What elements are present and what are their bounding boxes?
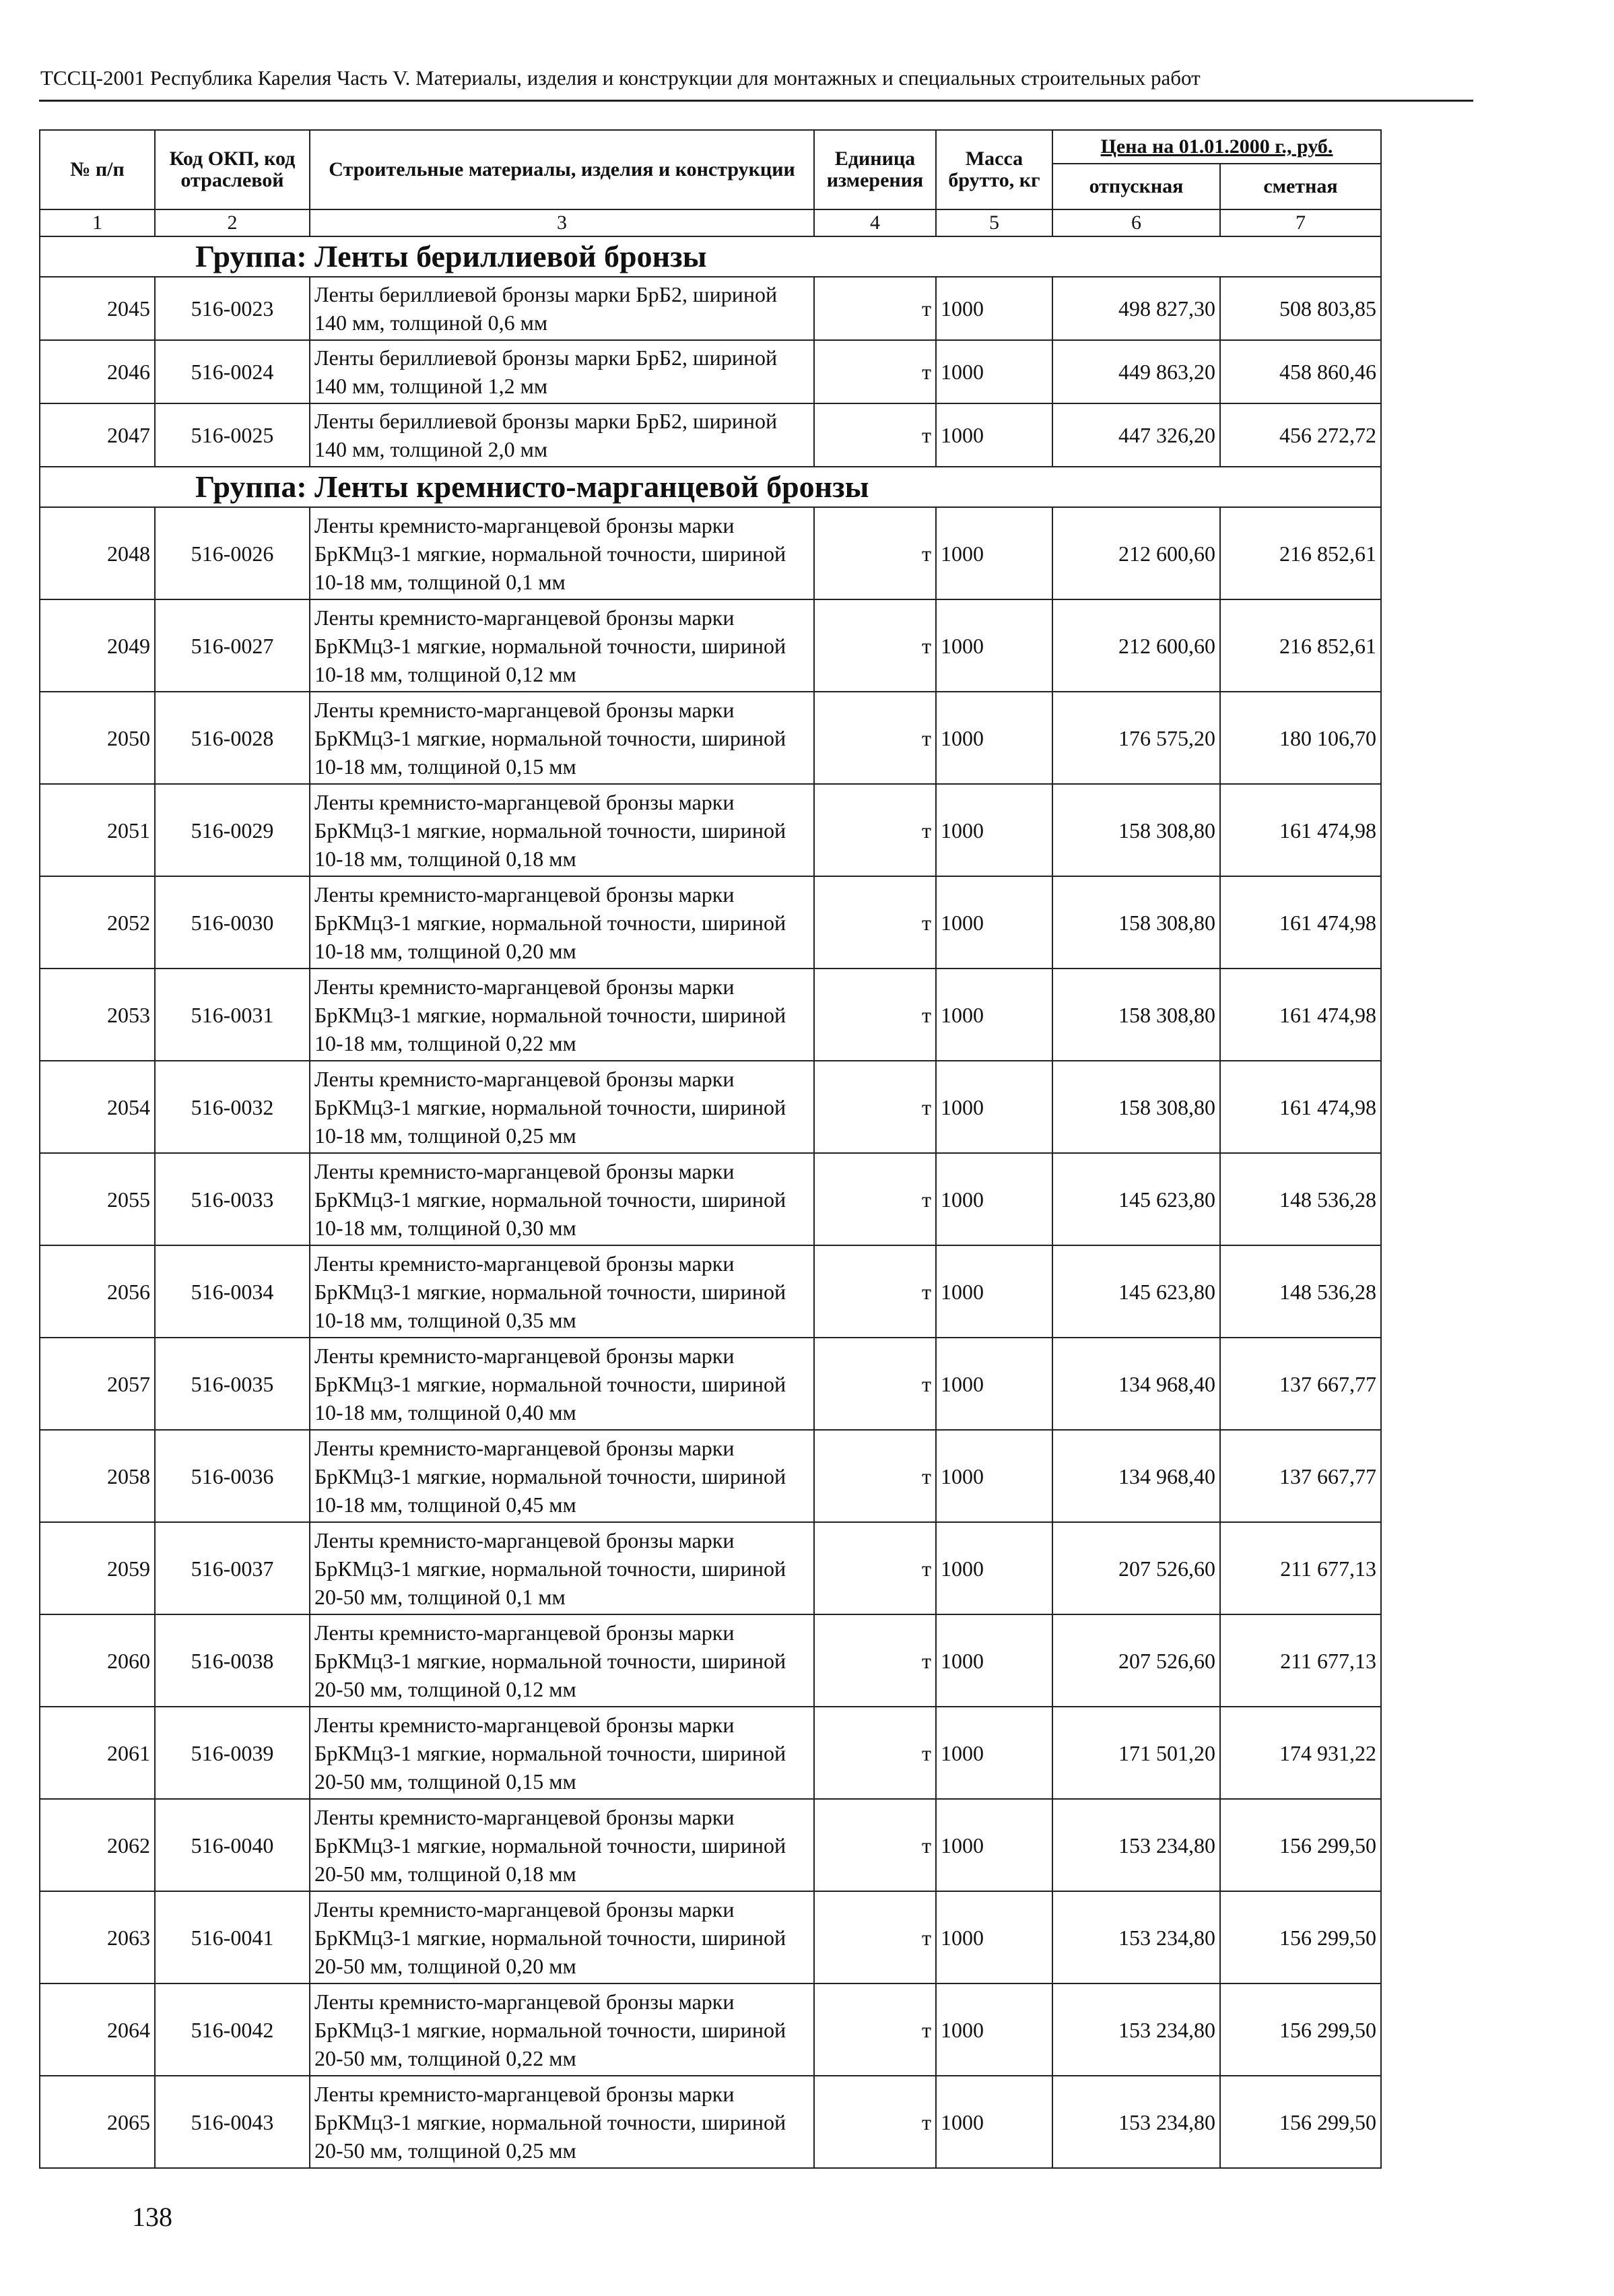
item-price-estimate: 137 667,77 <box>1220 1430 1381 1522</box>
item-mass: 1000 <box>936 1707 1052 1799</box>
item-unit: т <box>814 1245 936 1338</box>
item-price-estimate: 161 474,98 <box>1220 969 1381 1061</box>
item-unit: т <box>814 277 936 340</box>
item-number: 2052 <box>40 876 155 969</box>
item-name: Ленты кремнисто-марганцевой бронзы марки БрКМц3-1 мягкие, нормальной точности, шириной 10-18 мм, толщиной 0,45 мм <box>310 1430 814 1522</box>
table-row <box>40 1430 1381 1522</box>
column-number: 5 <box>936 209 1052 236</box>
table-row <box>40 1153 1381 1245</box>
item-price-release: 207 526,60 <box>1052 1614 1220 1707</box>
item-number: 2050 <box>40 692 155 784</box>
item-mass: 1000 <box>936 1891 1052 1983</box>
item-number: 2057 <box>40 1338 155 1430</box>
table-row <box>40 692 1381 784</box>
item-name: Ленты кремнисто-марганцевой бронзы марки БрКМц3-1 мягкие, нормальной точности, шириной 10-18 мм, толщиной 0,40 мм <box>310 1338 814 1430</box>
item-number: 2045 <box>40 277 155 340</box>
item-price-release: 158 308,80 <box>1052 969 1220 1061</box>
col-header-name: Строительные материалы, изделия и конструкции <box>310 130 814 209</box>
item-mass: 1000 <box>936 784 1052 876</box>
item-mass: 1000 <box>936 1153 1052 1245</box>
item-number: 2062 <box>40 1799 155 1891</box>
item-number: 2055 <box>40 1153 155 1245</box>
header-rule <box>39 100 1473 102</box>
item-price-release: 153 234,80 <box>1052 1983 1220 2076</box>
item-unit: т <box>814 876 936 969</box>
item-mass: 1000 <box>936 1430 1052 1522</box>
item-unit: т <box>814 1338 936 1430</box>
price-table <box>39 129 1382 2169</box>
item-name: Ленты кремнисто-марганцевой бронзы марки БрКМц3-1 мягкие, нормальной точности, шириной 20-50 мм, толщиной 0,15 мм <box>310 1707 814 1799</box>
item-unit: т <box>814 1522 936 1614</box>
item-unit: т <box>814 1153 936 1245</box>
table-row <box>40 1614 1381 1707</box>
item-price-release: 176 575,20 <box>1052 692 1220 784</box>
item-name: Ленты кремнисто-марганцевой бронзы марки БрКМц3-1 мягкие, нормальной точности, шириной 20-50 мм, толщиной 0,18 мм <box>310 1799 814 1891</box>
item-code: 516-0031 <box>155 969 310 1061</box>
page-number: 138 <box>132 2202 172 2232</box>
item-mass: 1000 <box>936 1522 1052 1614</box>
item-price-release: 447 326,20 <box>1052 403 1220 467</box>
item-number: 2046 <box>40 340 155 403</box>
item-number: 2047 <box>40 403 155 467</box>
item-mass: 1000 <box>936 340 1052 403</box>
item-mass: 1000 <box>936 692 1052 784</box>
item-code: 516-0024 <box>155 340 310 403</box>
item-mass: 1000 <box>936 1983 1052 2076</box>
item-code: 516-0028 <box>155 692 310 784</box>
table-row <box>40 507 1381 599</box>
item-price-estimate: 180 106,70 <box>1220 692 1381 784</box>
item-name: Ленты кремнисто-марганцевой бронзы марки БрКМц3-1 мягкие, нормальной точности, шириной 20-50 мм, толщиной 0,25 мм <box>310 2076 814 2168</box>
group-header-row <box>40 467 1381 507</box>
item-name: Ленты кремнисто-марганцевой бронзы марки БрКМц3-1 мягкие, нормальной точности, шириной 10-18 мм, толщиной 0,30 мм <box>310 1153 814 1245</box>
col-header-code: Код ОКП, код отраслевой <box>155 130 310 209</box>
item-code: 516-0032 <box>155 1061 310 1153</box>
item-unit: т <box>814 692 936 784</box>
item-price-estimate: 137 667,77 <box>1220 1338 1381 1430</box>
item-code: 516-0039 <box>155 1707 310 1799</box>
item-name: Ленты кремнисто-марганцевой бронзы марки БрКМц3-1 мягкие, нормальной точности, шириной 10-18 мм, толщиной 0,20 мм <box>310 876 814 969</box>
item-mass: 1000 <box>936 1614 1052 1707</box>
running-head: ТССЦ-2001 Республика Карелия Часть V. Материалы, изделия и конструкции для монтажных и специальных строительных работ <box>40 66 1201 90</box>
col-header-unit: Единица измерения <box>814 130 936 209</box>
item-mass: 1000 <box>936 1338 1052 1430</box>
item-mass: 1000 <box>936 1245 1052 1338</box>
item-unit: т <box>814 1891 936 1983</box>
table-row <box>40 1983 1381 2076</box>
column-number: 1 <box>40 209 155 236</box>
item-number: 2060 <box>40 1614 155 1707</box>
item-price-estimate: 456 272,72 <box>1220 403 1381 467</box>
item-code: 516-0037 <box>155 1522 310 1614</box>
item-price-estimate: 216 852,61 <box>1220 599 1381 692</box>
item-name: Ленты кремнисто-марганцевой бронзы марки БрКМц3-1 мягкие, нормальной точности, шириной 10-18 мм, толщиной 0,15 мм <box>310 692 814 784</box>
item-name: Ленты бериллиевой бронзы марки БрБ2, шириной 140 мм, толщиной 1,2 мм <box>310 340 814 403</box>
item-mass: 1000 <box>936 1061 1052 1153</box>
item-unit: т <box>814 1707 936 1799</box>
table-row <box>40 969 1381 1061</box>
item-unit: т <box>814 2076 936 2168</box>
item-name: Ленты кремнисто-марганцевой бронзы марки БрКМц3-1 мягкие, нормальной точности, шириной 10-18 мм, толщиной 0,25 мм <box>310 1061 814 1153</box>
item-number: 2063 <box>40 1891 155 1983</box>
item-code: 516-0043 <box>155 2076 310 2168</box>
table-row <box>40 1891 1381 1983</box>
item-number: 2059 <box>40 1522 155 1614</box>
item-price-release: 145 623,80 <box>1052 1153 1220 1245</box>
item-price-estimate: 156 299,50 <box>1220 1983 1381 2076</box>
item-mass: 1000 <box>936 277 1052 340</box>
item-unit: т <box>814 507 936 599</box>
item-number: 2053 <box>40 969 155 1061</box>
table-row <box>40 340 1381 403</box>
item-name: Ленты кремнисто-марганцевой бронзы марки БрКМц3-1 мягкие, нормальной точности, шириной 10-18 мм, толщиной 0,18 мм <box>310 784 814 876</box>
item-number: 2058 <box>40 1430 155 1522</box>
item-code: 516-0038 <box>155 1614 310 1707</box>
item-price-release: 158 308,80 <box>1052 784 1220 876</box>
item-name: Ленты кремнисто-марганцевой бронзы марки БрКМц3-1 мягкие, нормальной точности, шириной 20-50 мм, толщиной 0,1 мм <box>310 1522 814 1614</box>
item-code: 516-0034 <box>155 1245 310 1338</box>
item-code: 516-0033 <box>155 1153 310 1245</box>
item-price-release: 158 308,80 <box>1052 876 1220 969</box>
col-header-price-estimate: сметная <box>1220 164 1381 209</box>
table-row <box>40 403 1381 467</box>
item-price-release: 134 968,40 <box>1052 1430 1220 1522</box>
item-name: Ленты кремнисто-марганцевой бронзы марки БрКМц3-1 мягкие, нормальной точности, шириной 20-50 мм, толщиной 0,22 мм <box>310 1983 814 2076</box>
item-code: 516-0042 <box>155 1983 310 2076</box>
item-code: 516-0040 <box>155 1799 310 1891</box>
item-mass: 1000 <box>936 2076 1052 2168</box>
item-code: 516-0025 <box>155 403 310 467</box>
col-header-mass: Масса брутто, кг <box>936 130 1052 209</box>
item-price-estimate: 174 931,22 <box>1220 1707 1381 1799</box>
item-price-release: 134 968,40 <box>1052 1338 1220 1430</box>
item-price-release: 449 863,20 <box>1052 340 1220 403</box>
item-price-estimate: 211 677,13 <box>1220 1522 1381 1614</box>
item-number: 2056 <box>40 1245 155 1338</box>
item-name: Ленты кремнисто-марганцевой бронзы марки БрКМц3-1 мягкие, нормальной точности, шириной 20-50 мм, толщиной 0,20 мм <box>310 1891 814 1983</box>
item-code: 516-0027 <box>155 599 310 692</box>
item-price-estimate: 508 803,85 <box>1220 277 1381 340</box>
item-price-release: 498 827,30 <box>1052 277 1220 340</box>
item-name: Ленты кремнисто-марганцевой бронзы марки БрКМц3-1 мягкие, нормальной точности, шириной 10-18 мм, толщиной 0,1 мм <box>310 507 814 599</box>
item-price-estimate: 148 536,28 <box>1220 1153 1381 1245</box>
column-number: 2 <box>155 209 310 236</box>
item-price-release: 145 623,80 <box>1052 1245 1220 1338</box>
item-unit: т <box>814 340 936 403</box>
item-unit: т <box>814 969 936 1061</box>
item-number: 2048 <box>40 507 155 599</box>
item-price-estimate: 156 299,50 <box>1220 2076 1381 2168</box>
table-row <box>40 277 1381 340</box>
item-price-release: 153 234,80 <box>1052 1799 1220 1891</box>
item-price-release: 153 234,80 <box>1052 2076 1220 2168</box>
item-mass: 1000 <box>936 969 1052 1061</box>
col-header-price-release: отпускная <box>1052 164 1220 209</box>
item-price-release: 207 526,60 <box>1052 1522 1220 1614</box>
table-row <box>40 1245 1381 1338</box>
item-unit: т <box>814 1061 936 1153</box>
item-code: 516-0035 <box>155 1338 310 1430</box>
column-number-row <box>40 209 1381 236</box>
item-unit: т <box>814 1799 936 1891</box>
item-price-estimate: 458 860,46 <box>1220 340 1381 403</box>
item-price-estimate: 161 474,98 <box>1220 1061 1381 1153</box>
table-row <box>40 2076 1381 2168</box>
item-name: Ленты бериллиевой бронзы марки БрБ2, шириной 140 мм, толщиной 0,6 мм <box>310 277 814 340</box>
table-row <box>40 1799 1381 1891</box>
item-code: 516-0023 <box>155 277 310 340</box>
item-number: 2061 <box>40 1707 155 1799</box>
item-number: 2049 <box>40 599 155 692</box>
group-title: Группа: Ленты кремнисто-марганцевой бронзы <box>40 467 1381 507</box>
item-code: 516-0030 <box>155 876 310 969</box>
group-header-row <box>40 236 1381 277</box>
item-name: Ленты бериллиевой бронзы марки БрБ2, шириной 140 мм, толщиной 2,0 мм <box>310 403 814 467</box>
table-row <box>40 1522 1381 1614</box>
item-price-release: 212 600,60 <box>1052 507 1220 599</box>
item-price-release: 212 600,60 <box>1052 599 1220 692</box>
column-number: 4 <box>814 209 936 236</box>
item-price-estimate: 156 299,50 <box>1220 1891 1381 1983</box>
item-unit: т <box>814 1430 936 1522</box>
item-price-estimate: 161 474,98 <box>1220 876 1381 969</box>
item-code: 516-0041 <box>155 1891 310 1983</box>
item-price-estimate: 161 474,98 <box>1220 784 1381 876</box>
item-price-release: 158 308,80 <box>1052 1061 1220 1153</box>
group-title: Группа: Ленты бериллиевой бронзы <box>40 236 1381 277</box>
item-unit: т <box>814 599 936 692</box>
item-price-release: 171 501,20 <box>1052 1707 1220 1799</box>
item-name: Ленты кремнисто-марганцевой бронзы марки БрКМц3-1 мягкие, нормальной точности, шириной 10-18 мм, толщиной 0,22 мм <box>310 969 814 1061</box>
item-name: Ленты кремнисто-марганцевой бронзы марки БрКМц3-1 мягкие, нормальной точности, шириной 20-50 мм, толщиной 0,12 мм <box>310 1614 814 1707</box>
item-mass: 1000 <box>936 599 1052 692</box>
table-row <box>40 1707 1381 1799</box>
item-number: 2051 <box>40 784 155 876</box>
item-mass: 1000 <box>936 1799 1052 1891</box>
item-code: 516-0036 <box>155 1430 310 1522</box>
item-number: 2054 <box>40 1061 155 1153</box>
item-code: 516-0026 <box>155 507 310 599</box>
item-number: 2065 <box>40 2076 155 2168</box>
table-header <box>40 130 1381 236</box>
item-mass: 1000 <box>936 507 1052 599</box>
table-row <box>40 599 1381 692</box>
item-name: Ленты кремнисто-марганцевой бронзы марки БрКМц3-1 мягкие, нормальной точности, шириной 10-18 мм, толщиной 0,12 мм <box>310 599 814 692</box>
item-unit: т <box>814 1614 936 1707</box>
column-number: 6 <box>1052 209 1220 236</box>
column-number: 7 <box>1220 209 1381 236</box>
item-price-estimate: 156 299,50 <box>1220 1799 1381 1891</box>
col-header-price-group: Цена на 01.01.2000 г., руб. <box>1052 130 1381 164</box>
item-unit: т <box>814 403 936 467</box>
item-price-estimate: 216 852,61 <box>1220 507 1381 599</box>
table-row <box>40 1338 1381 1430</box>
table-row <box>40 1061 1381 1153</box>
item-mass: 1000 <box>936 403 1052 467</box>
item-number: 2064 <box>40 1983 155 2076</box>
table-body <box>40 236 1381 2168</box>
item-mass: 1000 <box>936 876 1052 969</box>
col-header-no: № п/п <box>40 130 155 209</box>
item-price-release: 153 234,80 <box>1052 1891 1220 1983</box>
column-number: 3 <box>310 209 814 236</box>
item-price-estimate: 148 536,28 <box>1220 1245 1381 1338</box>
item-name: Ленты кремнисто-марганцевой бронзы марки БрКМц3-1 мягкие, нормальной точности, шириной 10-18 мм, толщиной 0,35 мм <box>310 1245 814 1338</box>
item-unit: т <box>814 784 936 876</box>
item-code: 516-0029 <box>155 784 310 876</box>
table-row <box>40 876 1381 969</box>
item-price-estimate: 211 677,13 <box>1220 1614 1381 1707</box>
table-row <box>40 784 1381 876</box>
item-unit: т <box>814 1983 936 2076</box>
